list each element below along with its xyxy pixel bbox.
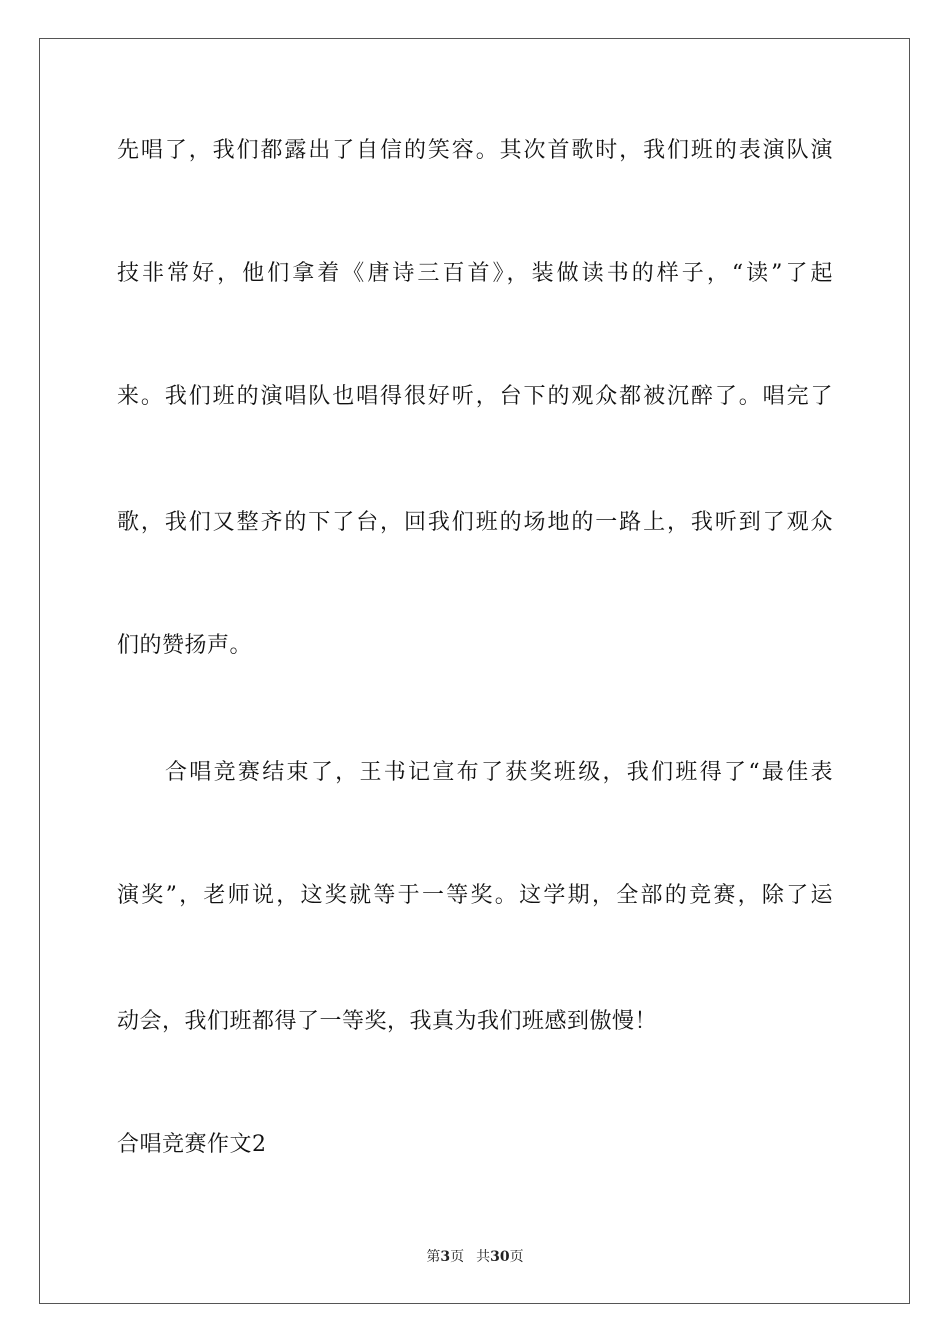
footer-page-number: 3: [440, 1249, 451, 1265]
paragraph-1-line-2: 技非常好，他们拿着《唐诗三百首》，装做读书的样子，“读”了起: [117, 261, 833, 286]
paragraph-1-line-5: 们的赞扬声。: [117, 633, 253, 658]
paragraph-1-line-4: 歌，我们又整齐的下了台，回我们班的场地的一路上，我听到了观众: [117, 510, 833, 535]
footer-page-prefix: 第: [426, 1249, 441, 1265]
paragraph-2-line-3: 动会，我们班都得了一等奖，我真为我们班感到傲慢！: [117, 1009, 658, 1034]
page-footer: [0, 1248, 950, 1266]
page-border: [39, 38, 910, 1304]
footer-total-prefix: 共: [476, 1249, 491, 1265]
footer-total-pages: 30: [490, 1249, 510, 1265]
paragraph-1-line-1: 先唱了，我们都露出了自信的笑容。其次首歌时，我们班的表演队演: [117, 138, 833, 163]
footer-page-suffix: 页: [450, 1249, 465, 1265]
paragraph-2-line-1: 合唱竞赛结束了，王书记宣布了获奖班级，我们班得了“最佳表: [165, 760, 833, 785]
section-heading: 合唱竞赛作文2: [117, 1132, 267, 1157]
paragraph-1-line-3: 来。我们班的演唱队也唱得很好听，台下的观众都被沉醉了。唱完了: [117, 384, 833, 409]
footer-total-suffix: 页: [509, 1249, 524, 1265]
paragraph-2-line-2: 演奖”，老师说，这奖就等于一等奖。这学期，全部的竞赛，除了运: [117, 883, 833, 908]
